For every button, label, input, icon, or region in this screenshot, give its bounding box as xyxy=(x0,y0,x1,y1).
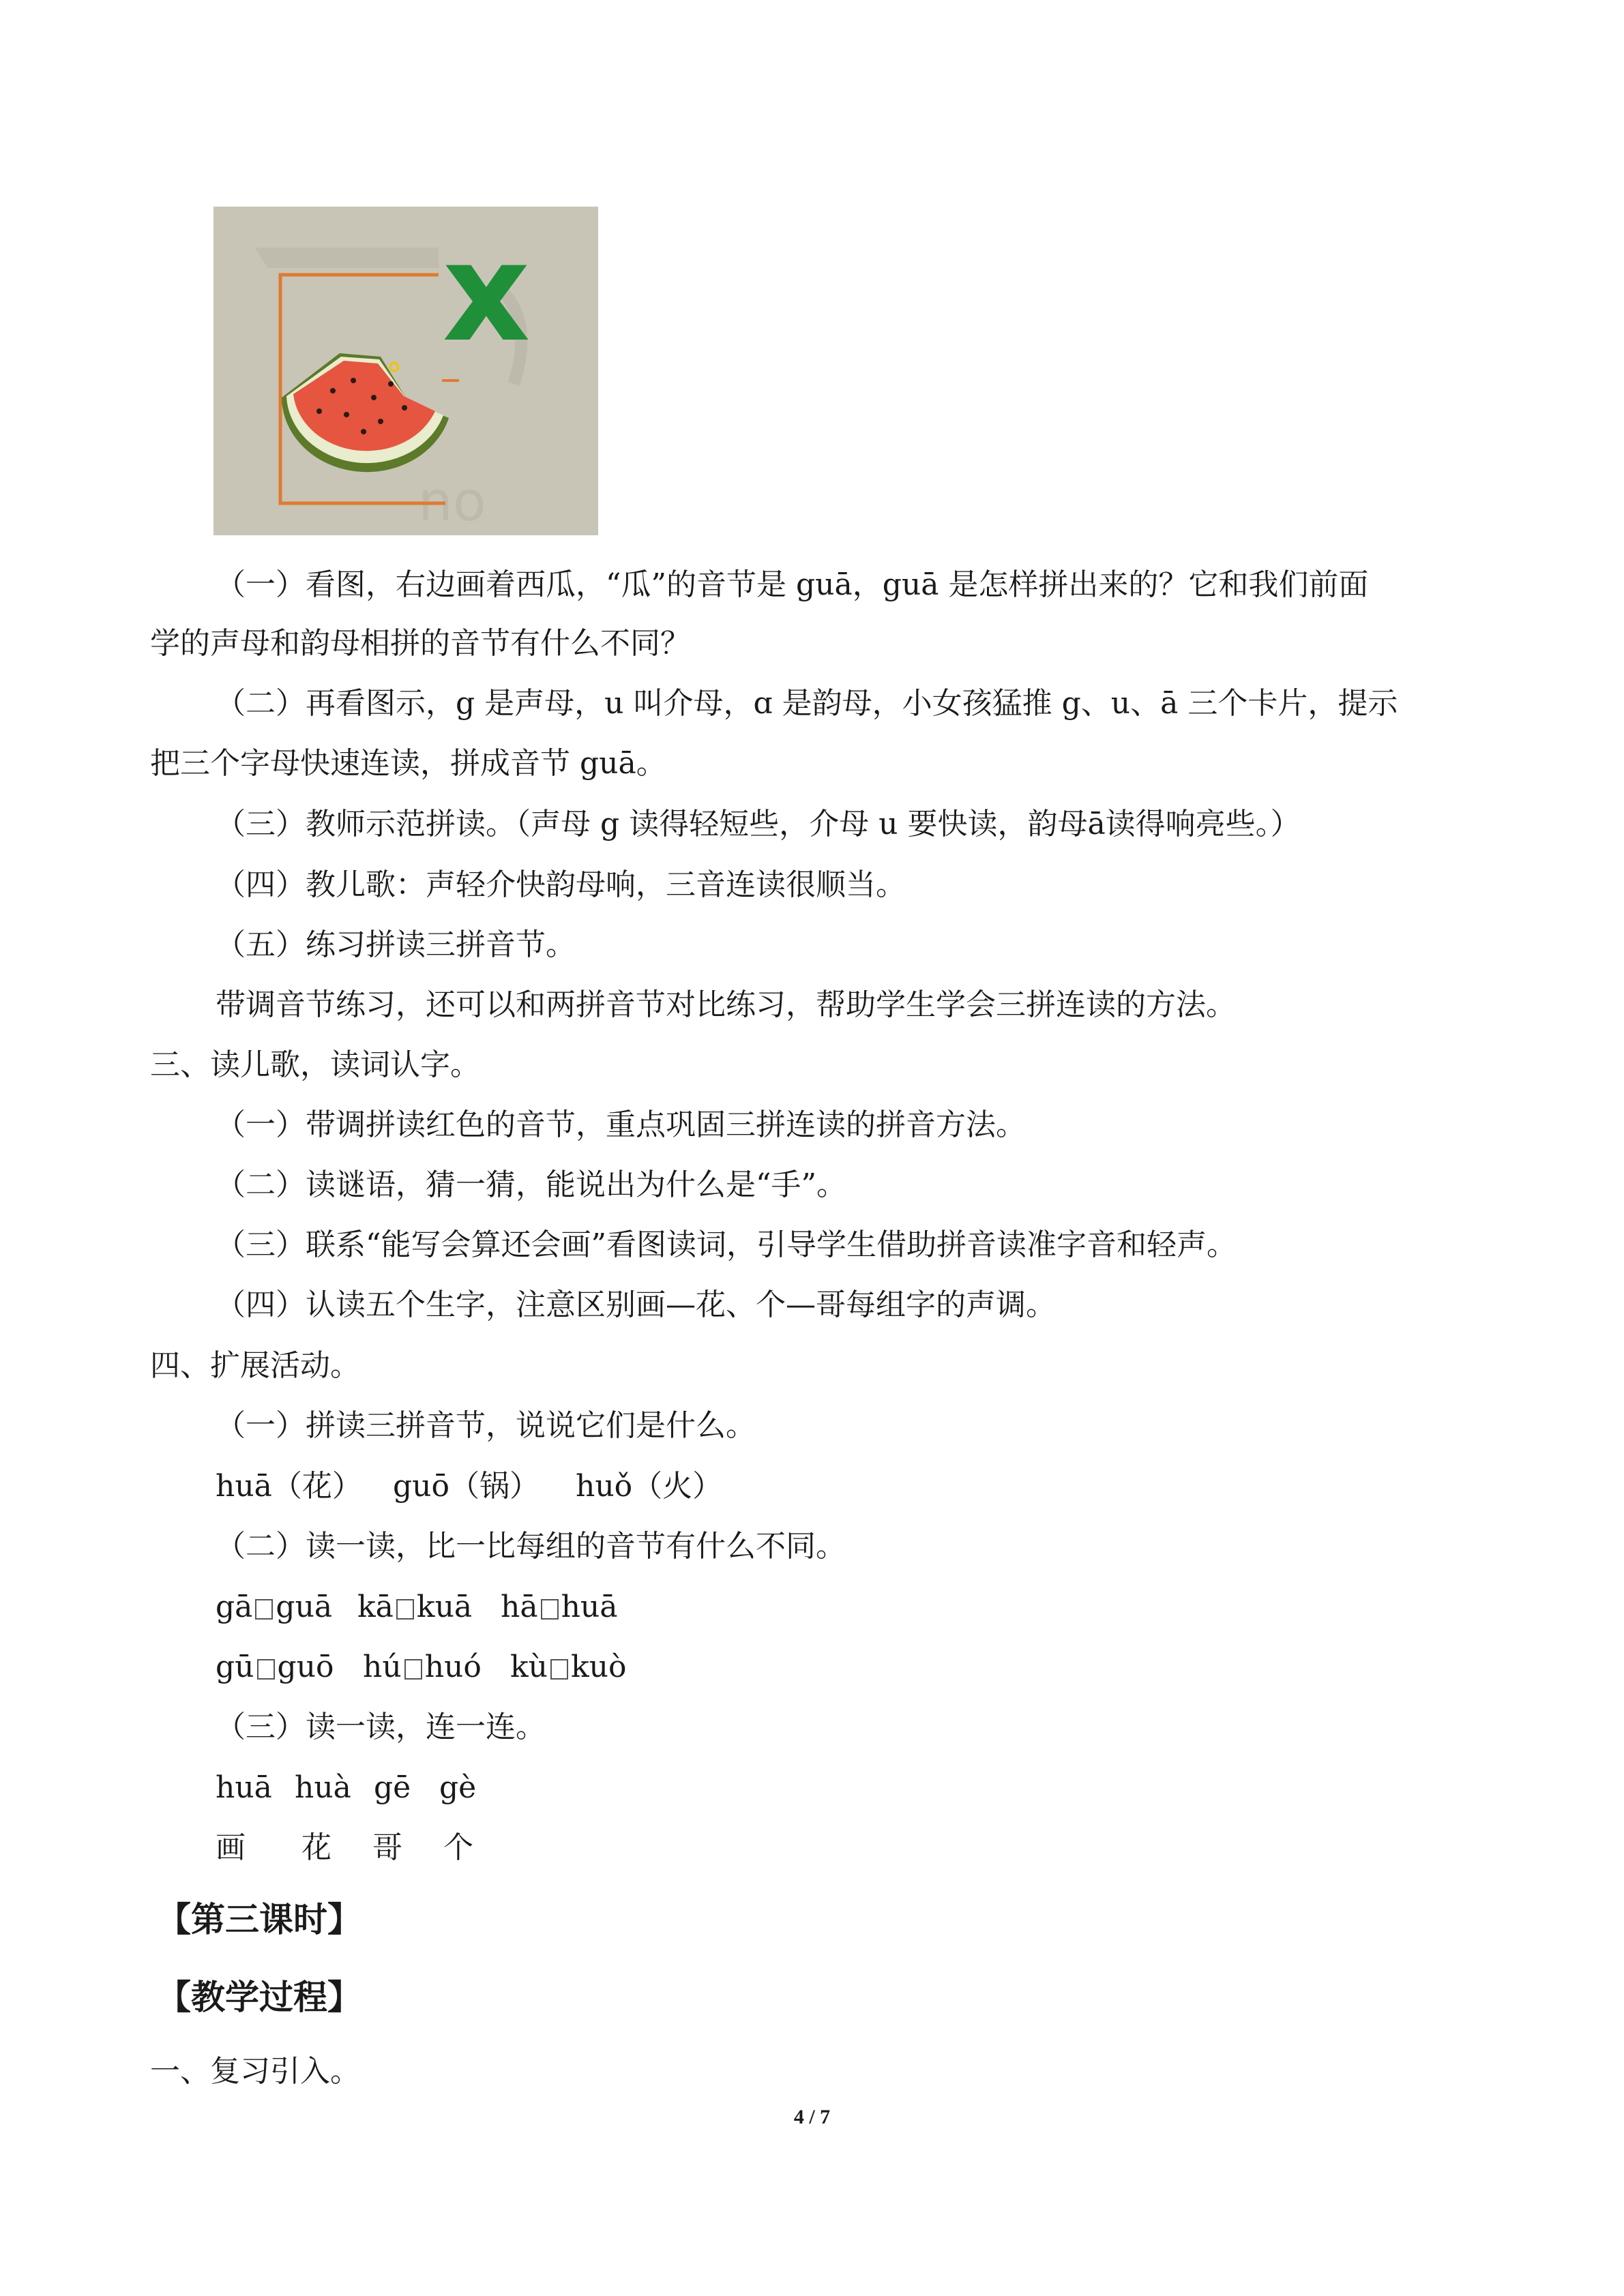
syllable-word: huā（花） xyxy=(216,1469,362,1504)
compare-row xyxy=(216,1587,618,1628)
blank-box xyxy=(550,1659,568,1680)
process-heading: 【教学过程】 xyxy=(157,1978,361,2017)
paragraph: 带调音节练习，还可以和两拼音节对比练习，帮助学生学会三拼连读的方法。 xyxy=(216,987,1236,1022)
syllable-pair: gū guō xyxy=(216,1650,334,1684)
section-heading: 三、读儿歌，读词认字。 xyxy=(150,1047,480,1082)
letter-x: x xyxy=(442,213,531,372)
syllable-pair: hā huā xyxy=(501,1590,618,1624)
paragraph: （一）带调拼读红色的音节，重点巩固三拼连读的拼音方法。 xyxy=(216,1107,1026,1142)
character-item: 个 xyxy=(443,1830,473,1865)
syllable-word: huǒ（火） xyxy=(576,1469,723,1504)
watermelon-x-picture xyxy=(213,207,598,535)
blank-box xyxy=(404,1659,422,1680)
section-heading: 四、扩展活动。 xyxy=(150,1348,360,1383)
paragraph: （三）联系“能写会算还会画”看图读词，引导学生借助拼音读准字音和轻声。 xyxy=(216,1227,1237,1262)
match-pinyin-row xyxy=(216,1768,476,1808)
pinyin-item: gè xyxy=(439,1770,477,1805)
syllable-pair: kā kuā xyxy=(357,1590,473,1624)
character-item: 画 xyxy=(216,1830,246,1865)
paragraph: （一）拼读三拼音节，说说它们是什么。 xyxy=(216,1408,756,1443)
svg-text:no: no xyxy=(418,470,486,533)
blank-box xyxy=(257,1659,275,1680)
page-number: 4 / 7 xyxy=(793,2106,831,2128)
pinyin-item: huà xyxy=(295,1770,351,1805)
paragraph: （一）看图，右边画着西瓜，“瓜”的音节是 guā，guā 是怎样拼出来的？它和我们前面 xyxy=(216,567,1369,602)
paragraph: （三）教师示范拼读。（声母 g 读得轻短些，介母 u 要快读，韵母ā读得响亮些。） xyxy=(216,807,1301,841)
lesson-heading: 【第三课时】 xyxy=(157,1900,361,1939)
paragraph: （三）读一读，连一连。 xyxy=(216,1710,546,1744)
watermelon-illustration xyxy=(213,207,598,535)
character-item: 哥 xyxy=(372,1830,402,1865)
paragraph: （二）读谜语，猜一猜，能说出为什么是“手”。 xyxy=(216,1167,846,1202)
blank-box xyxy=(396,1599,414,1620)
blank-box xyxy=(541,1599,559,1620)
syllable-pair: gā guā xyxy=(216,1590,333,1624)
paragraph: （二）读一读，比一比每组的音节有什么不同。 xyxy=(216,1529,846,1564)
section-heading: 一、复习引入。 xyxy=(150,2054,360,2089)
paragraph: （二）再看图示，g 是声母，u 叫介母，ɑ 是韵母，小女孩猛推 g、u、ā 三个卡片，提示 xyxy=(216,686,1398,721)
paragraph: （四）认读五个生字，注意区别画—花、个—哥每组字的声调。 xyxy=(216,1287,1056,1322)
blank-box xyxy=(255,1599,273,1620)
paragraph: 学的声母和韵母相拼的音节有什么不同？ xyxy=(150,626,690,661)
pinyin-item: huā xyxy=(216,1770,272,1805)
triple-syllable-row xyxy=(216,1466,722,1507)
paragraph: 把三个字母快速连读，拼成音节 guā。 xyxy=(150,746,666,781)
paragraph: （四）教儿歌：声轻介快韵母响，三音连读很顺当。 xyxy=(216,867,906,902)
pinyin-item: gē xyxy=(374,1770,411,1805)
syllable-word: guō（锅） xyxy=(393,1469,540,1504)
paragraph: （五）练习拼读三拼音节。 xyxy=(216,927,576,962)
match-chars-row xyxy=(216,1828,473,1868)
syllable-pair: kù kuò xyxy=(510,1650,627,1684)
syllable-pair: hú huó xyxy=(363,1650,482,1684)
compare-row xyxy=(216,1647,627,1688)
character-item: 花 xyxy=(301,1830,331,1865)
